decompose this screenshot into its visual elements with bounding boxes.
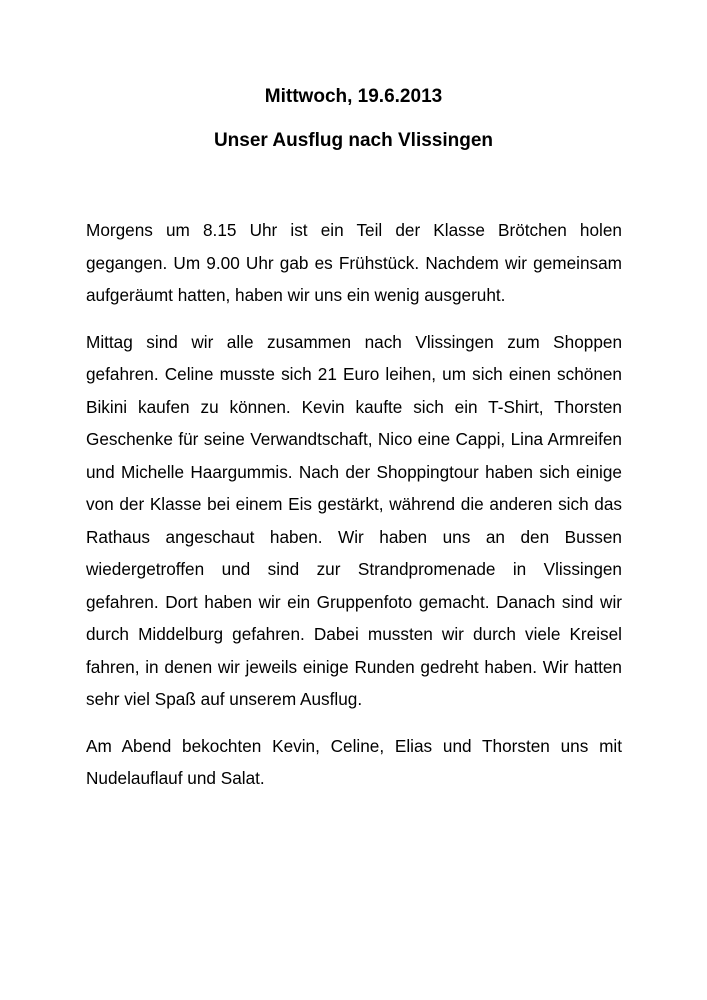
page-title: Unser Ausflug nach Vlissingen [213, 130, 494, 151]
date-heading: Mittwoch, 19.6.2013 [264, 86, 443, 107]
paragraph-afternoon: Mittag sind wir alle zusammen nach Vlissingen zum Shoppen gefahren. Celine musste sich 21 Euro leihen, um sich einen schönen Bikini kaufen zu können. Kevin kaufte sich ein T-Shirt, Thorsten Geschenke für seine Verwandtschaft, Nico eine Cappi, Lina Armreifen und Michelle Haargummis. Nach der Shoppingtour haben sich einige von der Klasse bei einem Eis gestärkt, während die anderen sich das Rathaus angeschaut haben. Wir haben uns an den Bussen wiedergetroffen und sind zur Strandpromenade in Vlissingen gefahren. Dort haben wir ein Gruppenfoto gemacht. Danach sind wir durch Middelburg gefahren. Dabei mussten wir durch viele Kreisel fahren, in denen wir jeweils einige Runden gedreht haben. Wir hatten sehr viel Spaß auf unserem Ausflug. [86, 331, 622, 709]
paragraph-evening: Am Abend bekochten Kevin, Celine, Elias und Thorsten uns mit Nudelauflauf und Salat. [86, 735, 622, 788]
document-header [0, 84, 707, 154]
document-body [86, 214, 622, 809]
paragraph-morning: Morgens um 8.15 Uhr ist ein Teil der Klasse Brötchen holen gegangen. Um 9.00 Uhr gab es Frühstück. Nachdem wir gemeinsam aufgeräumt hatten, haben wir uns ein wenig ausgeruht. [86, 220, 622, 305]
